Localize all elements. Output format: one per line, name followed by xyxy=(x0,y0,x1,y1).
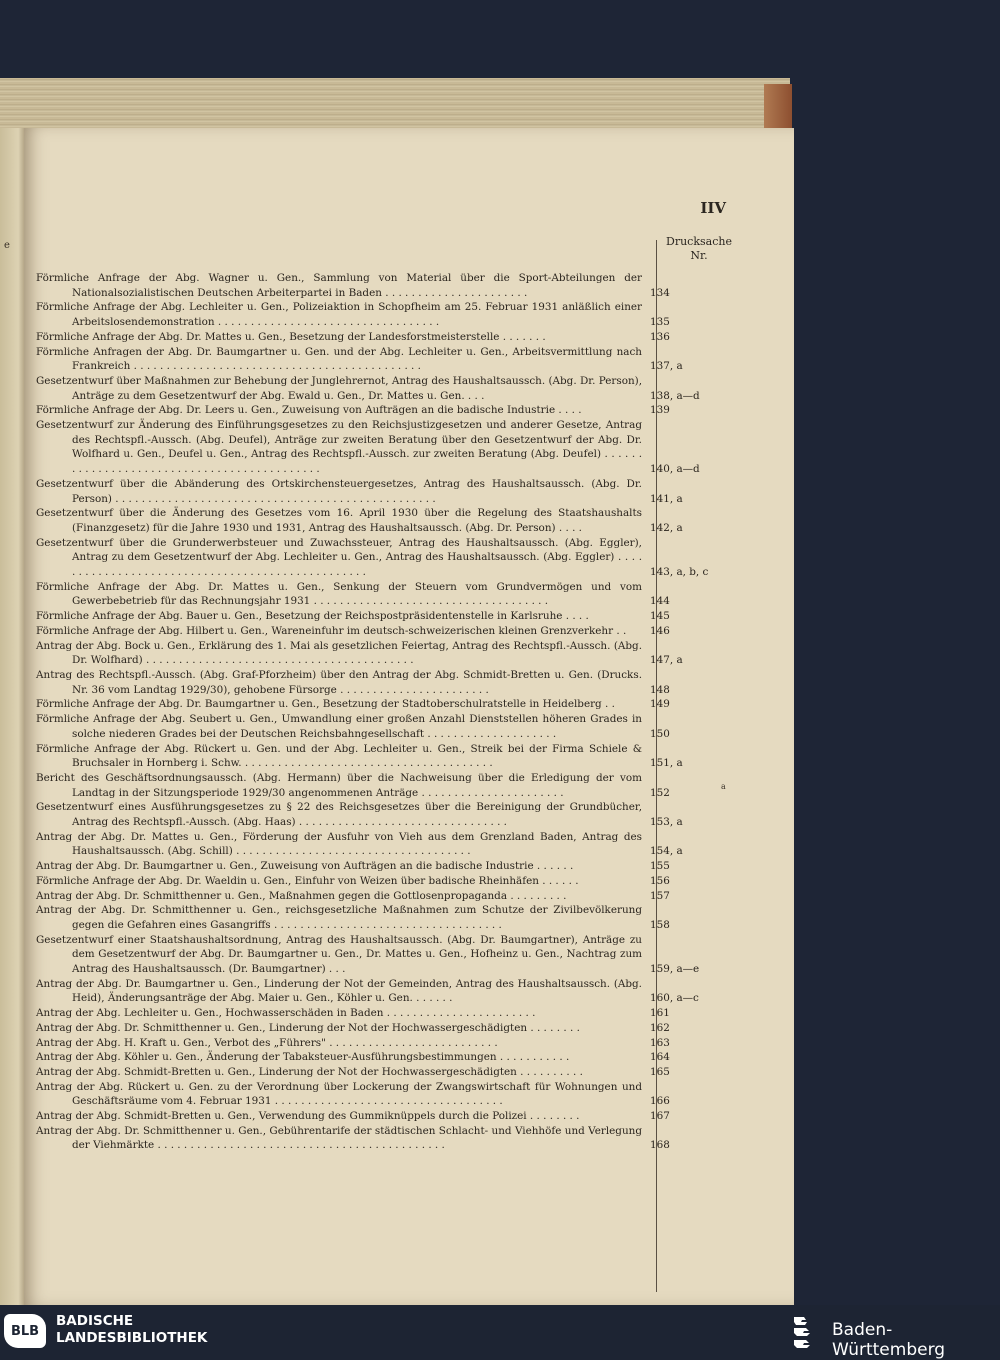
index-entry xyxy=(36,330,736,345)
index-entry xyxy=(36,1080,736,1109)
blb-name[interactable] xyxy=(56,1313,207,1347)
entry-text: Antrag der Abg. Köhler u. Gen., Änderung der Tabaksteuer-Ausführungsbestimmungen . . . . . . . . . . . xyxy=(36,1051,570,1064)
entry-drucksache-number: 147, a xyxy=(650,654,683,667)
index-entry xyxy=(36,1109,736,1124)
entry-drucksache-number: 159, a—e xyxy=(650,963,700,976)
entry-drucksache-number: 138, a—d xyxy=(650,389,700,402)
index-entry xyxy=(36,1036,736,1051)
entry-text: Antrag der Abg. Lechleiter u. Gen., Hochwasserschäden in Baden . . . . . . . . . . . . . . . . . . . . . . . xyxy=(36,1007,536,1020)
index-entries xyxy=(36,271,736,1153)
index-entry xyxy=(36,697,736,712)
footer-bar xyxy=(0,1305,1000,1360)
page-number: IIV xyxy=(700,199,726,217)
entry-text: Bericht des Geschäftsordnungsaussch. (Abg. Hermann) über die Nachweisung über die Erledigung der vom Landtag in der Sitzungsperiode 1929/30 angenommenen Anträge . . . . . . . . . . . . . . . . . . . . . . xyxy=(36,771,642,799)
index-entry xyxy=(36,271,736,300)
baden-wuerttemberg-lions-icon xyxy=(791,1313,821,1349)
entry-drucksache-number: 150 xyxy=(650,727,670,740)
index-entry xyxy=(36,771,736,800)
index-entry xyxy=(36,712,736,741)
entry-drucksache-number: 158 xyxy=(650,918,670,931)
left-margin-mark: e xyxy=(4,240,10,251)
entry-text: Förmliche Anfrage der Abg. Seubert u. Gen., Umwandlung einer großen Anzahl Dienststellen höheren Grades in solche niederen Grades bei der Deutschen Reichsbahngesellschaft . . . . . . . . . . . . . . . . . . . . xyxy=(36,713,642,740)
index-entry xyxy=(36,668,736,697)
index-entry xyxy=(36,1065,736,1080)
index-entry xyxy=(36,345,736,374)
entry-text: Antrag der Abg. Dr. Schmitthenner u. Gen., reichsgesetzliche Maßnahmen zum Schutze der Zivilbevölkerung gegen die Gefahren eines Gasangriffs . . . . . . . . . . . . . . . . . . . . . . . . . . . . . . . . . . . xyxy=(36,904,642,931)
entry-text: Antrag der Abg. H. Kraft u. Gen., Verbot des „Führers" . . . . . . . . . . . . . . . . . . . . . . . . . . xyxy=(36,1036,498,1049)
index-entry xyxy=(36,403,736,418)
entry-text: Antrag der Abg. Dr. Schmitthenner u. Gen., Maßnahmen gegen die Gottlosenpropaganda . . . . . . . . . xyxy=(36,889,567,902)
entry-text: Förmliche Anfrage der Abg. Bauer u. Gen., Besetzung der Reichspostpräsidentenstelle in Karlsruhe . . . . xyxy=(36,610,589,623)
entry-drucksache-number: 162 xyxy=(650,1021,670,1034)
entry-drucksache-number: 137, a xyxy=(650,360,683,373)
entry-drucksache-number: 152 xyxy=(650,786,670,799)
entry-drucksache-number: 145 xyxy=(650,610,670,623)
index-entry xyxy=(36,903,736,932)
index-entry xyxy=(36,374,736,403)
entry-text: Antrag der Abg. Bock u. Gen., Erklärung des 1. Mai als gesetzlichen Feiertag, Antrag des Rechtspfl.-Aussch. (Abg. Dr. Wolfhard) . . . . . . . . . . . . . . . . . . . . . . . . . . . . . . . . . . . . . . . . . xyxy=(36,639,642,667)
index-entry xyxy=(36,1050,736,1065)
entry-drucksache-number: 142, a xyxy=(650,521,683,534)
entry-drucksache-number: 165 xyxy=(650,1065,670,1078)
index-entry xyxy=(36,800,736,829)
page-edges xyxy=(0,78,790,128)
entry-text: Gesetzentwurf zur Änderung des Einführungsgesetzes zu den Reichsjustizgesetzen und anderer Gesetze, Antrag des Rechtspfl.-Aussch. (Abg. Deufel), Anträge zur zweiten Beratung über den Gesetzentwurf der Abg. Dr. Wolfhard u. Gen., Deufel u. Gen., Antrag des Rechtspfl.-Aussch. zur zweiten Beratung (Abg. Deufel) . . . . . . . . . . . . . . . . . . . . . . . . . . . . . . . . . . . . . . . . . . . . xyxy=(36,419,642,476)
entry-text: Förmliche Anfrage der Abg. Wagner u. Gen., Sammlung von Material über die Sport-Abteilungen der Nationalsozialistischen Deutschen Arbeiterpartei in Baden . . . . . . . . . . . . . . . . . . . . . . xyxy=(36,272,642,299)
entry-drucksache-number: 146 xyxy=(650,624,670,637)
entry-drucksache-number: 167 xyxy=(650,1110,670,1123)
entry-drucksache-number: 168 xyxy=(650,1139,670,1152)
entry-drucksache-number: 141, a xyxy=(650,492,683,505)
entry-drucksache-number: 136 xyxy=(650,330,670,343)
entry-drucksache-number: 135 xyxy=(650,316,670,329)
entry-text: Förmliche Anfrage der Abg. Dr. Waeldin u. Gen., Einfuhr von Weizen über badische Rheinhäfen . . . . . . xyxy=(36,874,579,887)
index-entry xyxy=(36,859,736,874)
index-entry xyxy=(36,874,736,889)
entry-text: Antrag der Abg. Dr. Schmitthenner u. Gen., Gebührentarife der städtischen Schlacht- und Viehhöfe und Verlegung der Viehmärkte . . . . . . . . . . . . . . . . . . . . . . . . . . . . . . . . . . . . . . . . . . . . xyxy=(36,1124,642,1152)
entry-text: Antrag der Abg. Dr. Baumgartner u. Gen., Zuweisung von Aufträgen an die badische Industrie . . . . . . xyxy=(36,860,574,873)
index-entry xyxy=(36,977,736,1006)
state-name[interactable]: Baden-Württemberg xyxy=(832,1320,946,1360)
index-entry xyxy=(36,639,736,668)
entry-text: Antrag der Abg. Schmidt-Bretten u. Gen., Verwendung des Gummiknüppels durch die Polizei . . . . . . . . xyxy=(36,1110,580,1123)
entry-drucksache-number: 148 xyxy=(650,683,670,696)
entry-text: Gesetzentwurf einer Staatshaushaltsordnung, Antrag des Haushaltsaussch. (Abg. Dr. Baumgartner), Anträge zu dem Gesetzentwurf der Abg. Dr. Baumgartner u. Gen., Dr. Mattes u. Gen., Hofheinz u. Gen., Nachtrag zum Antrag des Haushaltsaussch. (Dr. Baumgartner) . . . xyxy=(36,933,642,976)
entry-text: Förmliche Anfrage der Abg. Hilbert u. Gen., Wareneinfuhr im deutsch-schweizerischen kleinen Grenzverkehr . . xyxy=(36,624,627,637)
entry-text: Gesetzentwurf über Maßnahmen zur Behebung der Junglehrernot, Antrag des Haushaltsaussch. (Abg. Dr. Person), Anträge zu dem Gesetzentwurf der Abg. Ewald u. Gen., Dr. Mattes u. Gen. . . . xyxy=(36,374,642,402)
entry-drucksache-number: 153, a xyxy=(650,816,683,829)
cover-corner xyxy=(764,84,792,132)
entry-text: Gesetzentwurf eines Ausführungsgesetzes zu § 22 des Reichsgesetzes über die Bereinigung der Grundbücher, Antrag des Rechtspfl.-Aussch. (Abg. Haas) . . . . . . . . . . . . . . . . . . . . . . . . . . . . . . . . xyxy=(36,801,642,829)
entry-drucksache-number: 160, a—c xyxy=(650,992,699,1005)
entry-text: Förmliche Anfrage der Abg. Dr. Mattes u. Gen., Senkung der Steuern vom Grundvermögen und vom Gewerbebetrieb für das Rechnungsjahr 1931 . . . . . . . . . . . . . . . . . . . . . . . . . . . . . . . . . . . . xyxy=(36,580,642,608)
index-entry xyxy=(36,300,736,329)
index-entry xyxy=(36,418,736,477)
index-entry xyxy=(36,1124,736,1153)
entry-drucksache-number: 157 xyxy=(650,889,670,902)
entry-drucksache-number: 155 xyxy=(650,860,670,873)
column-header-line1: Drucksache xyxy=(666,235,732,248)
index-entry xyxy=(36,536,736,580)
left-page-sliver xyxy=(0,128,26,1305)
index-entry xyxy=(36,624,736,639)
entry-drucksache-number: 164 xyxy=(650,1051,670,1064)
entry-drucksache-number: 151, a xyxy=(650,757,683,770)
entry-drucksache-number: 144 xyxy=(650,595,670,608)
index-entry xyxy=(36,1006,736,1021)
entry-text: Förmliche Anfrage der Abg. Dr. Leers u. Gen., Zuweisung von Aufträgen an die badische Industrie . . . . xyxy=(36,404,582,417)
entry-text: Antrag der Abg. Schmidt-Bretten u. Gen., Linderung der Not der Hochwassergeschädigten . . . . . . . . . . xyxy=(36,1065,583,1078)
entry-drucksache-number: 134 xyxy=(650,286,670,299)
index-entry xyxy=(36,506,736,535)
entry-text: Antrag der Abg. Rückert u. Gen. zu der Verordnung über Lockerung der Zwangswirtschaft für Wohnungen und Geschäftsräume vom 4. Februar 1931 . . . . . . . . . . . . . . . . . . . . . . . . . . . . . . . . . . . xyxy=(36,1080,642,1108)
entry-text: Antrag der Abg. Dr. Baumgartner u. Gen., Linderung der Not der Gemeinden, Antrag des Haushaltsaussch. (Abg. Heid), Änderungsanträge der Abg. Maier u. Gen., Köhler u. Gen. . . . . . . xyxy=(36,977,642,1005)
entry-text: Förmliche Anfrage der Abg. Rückert u. Gen. und der Abg. Lechleiter u. Gen., Streik bei der Firma Schiele & Bruchsaler in Hornberg i. Schw. . . . . . . . . . . . . . . . . . . . . . . . . . . . . . . . . . . . . . . xyxy=(36,742,642,770)
index-entry xyxy=(36,477,736,506)
entry-text: Gesetzentwurf über die Änderung des Gesetzes vom 16. April 1930 über die Regelung des Staatshaushalts (Finanzgesetz) für die Jahre 1930 und 1931, Antrag des Haushaltsaussch. (Abg. Dr. Person) . . . . xyxy=(36,507,642,534)
entry-text: Förmliche Anfragen der Abg. Dr. Baumgartner u. Gen. und der Abg. Lechleiter u. Gen., Arbeitsvermittlung nach Frankreich . . . . . . . . . . . . . . . . . . . . . . . . . . . . . . . . . . . . . . . . . . . . xyxy=(36,345,642,373)
entry-drucksache-number: 161 xyxy=(650,1007,670,1020)
entry-text: Antrag der Abg. Dr. Mattes u. Gen., Förderung der Ausfuhr von Vieh aus dem Grenzland Baden, Antrag des Haushaltsaussch. (Abg. Schill) . . . . . . . . . . . . . . . . . . . . . . . . . . . . . . . . . . . . xyxy=(36,830,642,858)
index-entry xyxy=(36,742,736,771)
entry-drucksache-number: 166 xyxy=(650,1095,670,1108)
entry-text: Gesetzentwurf über die Abänderung des Ortskirchensteuergesetzes, Antrag des Haushaltsaussch. (Abg. Dr. Person) . . . . . . . . . . . . . . . . . . . . . . . . . . . . . . . . . . . . . . . . . . . . . . . . . xyxy=(36,477,642,505)
index-entry xyxy=(36,609,736,624)
entry-text: Förmliche Anfrage der Abg. Dr. Baumgartner u. Gen., Besetzung der Stadtoberschulratstelle in Heidelberg . . xyxy=(36,698,615,711)
entry-drucksache-number: 143, a, b, c xyxy=(650,566,709,579)
entry-text: Förmliche Anfrage der Abg. Lechleiter u. Gen., Polizeiaktion in Schopfheim am 25. Februar 1931 anläßlich einer Arbeitslosendemonstration . . . . . . . . . . . . . . . . . . . . . . . . . . . . . . . . . . xyxy=(36,301,642,329)
index-entry xyxy=(36,889,736,904)
column-header-line2: Nr. xyxy=(690,249,708,262)
right-margin-mark: a xyxy=(721,782,726,791)
entry-drucksache-number: 156 xyxy=(650,874,670,887)
entry-text: Antrag der Abg. Dr. Schmitthenner u. Gen., Linderung der Not der Hochwassergeschädigten . . . . . . . . xyxy=(36,1021,580,1034)
index-entry xyxy=(36,580,736,609)
index-entry xyxy=(36,830,736,859)
entry-drucksache-number: 149 xyxy=(650,698,670,711)
blb-logo[interactable]: BLB xyxy=(4,1314,46,1348)
entry-drucksache-number: 139 xyxy=(650,404,670,417)
blb-name-line2: LANDESBIBLIOTHEK xyxy=(56,1330,208,1346)
entry-drucksache-number: 140, a—d xyxy=(650,463,700,476)
index-entry xyxy=(36,1021,736,1036)
column-header xyxy=(660,235,738,263)
entry-drucksache-number: 154, a xyxy=(650,845,683,858)
entry-text: Gesetzentwurf über die Grunderwerbsteuer und Zuwachssteuer, Antrag des Haushaltsaussch. (Abg. Eggler), Antrag zu dem Gesetzentwurf der Abg. Lechleiter u. Gen., Antrag des Haushaltsaussch. (Abg. Eggler) . . . . . . . . . . . . . . . . . . . . . . . . . . . . . . . . . . . . . . . . . . . . . . . . . xyxy=(36,536,642,579)
blb-name-line1: BADISCHE xyxy=(56,1313,134,1329)
document-page xyxy=(24,128,794,1305)
entry-text: Antrag des Rechtspfl.-Aussch. (Abg. Graf-Pforzheim) über den Antrag der Abg. Schmidt-Bretten u. Gen. (Drucks. Nr. 36 vom Landtag 1929/30), gehobene Fürsorge . . . . . . . . . . . . . . . . . . . . . . . xyxy=(36,668,642,696)
index-entry xyxy=(36,933,736,977)
entry-drucksache-number: 163 xyxy=(650,1036,670,1049)
entry-text: Förmliche Anfrage der Abg. Dr. Mattes u. Gen., Besetzung der Landesforstmeisterstelle . . . . . . . xyxy=(36,330,546,343)
